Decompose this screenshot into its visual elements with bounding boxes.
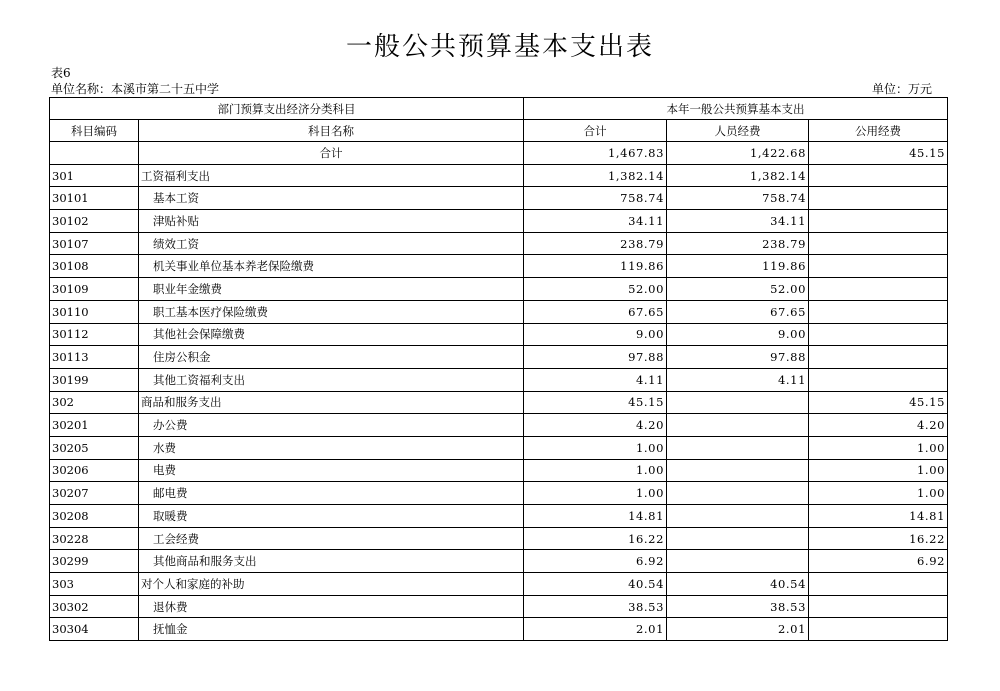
row-personnel: [667, 459, 809, 482]
row-name: 其他工资福利支出: [139, 368, 524, 391]
table-row: [50, 527, 948, 550]
row-total: 38.53: [524, 595, 667, 618]
table-row: [50, 164, 948, 187]
table-row: [50, 368, 948, 391]
row-name: 住房公积金: [139, 346, 524, 369]
row-name: 绩效工资: [139, 232, 524, 255]
row-total: 1.00: [524, 436, 667, 459]
header-group-left: 部门预算支出经济分类科目: [50, 98, 524, 120]
row-public: [809, 595, 948, 618]
row-name: 基本工资: [139, 187, 524, 210]
row-public: [809, 210, 948, 233]
table-row: [50, 300, 948, 323]
row-name: 对个人和家庭的补助: [139, 573, 524, 596]
row-public: 45.15: [809, 391, 948, 414]
row-public: [809, 300, 948, 323]
row-personnel: 2.01: [667, 618, 809, 641]
total-row-personnel: 1,422.68: [667, 142, 809, 165]
row-total: 119.86: [524, 255, 667, 278]
table-number: 表6: [51, 66, 71, 80]
row-total: 4.20: [524, 414, 667, 437]
row-personnel: 67.65: [667, 300, 809, 323]
table-row: [50, 618, 948, 641]
row-personnel: [667, 505, 809, 528]
row-code: 30299: [50, 550, 139, 573]
row-total: 45.15: [524, 391, 667, 414]
row-total: 1.00: [524, 459, 667, 482]
row-public: [809, 618, 948, 641]
row-code: 30304: [50, 618, 139, 641]
unit-label: 单位：万元: [872, 82, 933, 96]
row-personnel: 34.11: [667, 210, 809, 233]
row-total: 758.74: [524, 187, 667, 210]
row-code: 30109: [50, 278, 139, 301]
row-personnel: 97.88: [667, 346, 809, 369]
row-name: 工会经费: [139, 527, 524, 550]
header-total: 合计: [524, 120, 667, 142]
row-total: 52.00: [524, 278, 667, 301]
row-personnel: 238.79: [667, 232, 809, 255]
table-row: [50, 232, 948, 255]
row-name: 邮电费: [139, 482, 524, 505]
row-personnel: [667, 550, 809, 573]
row-code: 302: [50, 391, 139, 414]
header-row-group: [50, 98, 948, 120]
unit-name: 单位名称：本溪市第二十五中学: [51, 82, 220, 96]
table-row: [50, 505, 948, 528]
row-public: [809, 187, 948, 210]
row-name: 电费: [139, 459, 524, 482]
total-row-code: [50, 142, 139, 165]
budget-table: [49, 97, 948, 641]
table-row: [50, 482, 948, 505]
row-public: [809, 232, 948, 255]
row-code: 30113: [50, 346, 139, 369]
row-code: 30205: [50, 436, 139, 459]
row-name: 职业年金缴费: [139, 278, 524, 301]
header-code: 科目编码: [50, 120, 139, 142]
row-name: 职工基本医疗保险缴费: [139, 300, 524, 323]
row-public: 4.20: [809, 414, 948, 437]
row-personnel: 52.00: [667, 278, 809, 301]
row-total: 67.65: [524, 300, 667, 323]
row-public: [809, 278, 948, 301]
row-personnel: [667, 527, 809, 550]
table-row: [50, 573, 948, 596]
row-name: 商品和服务支出: [139, 391, 524, 414]
table-row: [50, 391, 948, 414]
row-personnel: 38.53: [667, 595, 809, 618]
row-code: 30208: [50, 505, 139, 528]
row-total: 16.22: [524, 527, 667, 550]
total-row-label: 合计: [139, 142, 524, 165]
header-personnel: 人员经费: [667, 120, 809, 142]
row-public: 16.22: [809, 527, 948, 550]
row-public: [809, 573, 948, 596]
row-personnel: 4.11: [667, 368, 809, 391]
row-name: 水费: [139, 436, 524, 459]
total-row: [50, 142, 948, 165]
row-personnel: 40.54: [667, 573, 809, 596]
row-code: 30112: [50, 323, 139, 346]
row-total: 1,382.14: [524, 164, 667, 187]
row-public: [809, 255, 948, 278]
table-row: [50, 323, 948, 346]
row-personnel: [667, 391, 809, 414]
row-personnel: [667, 436, 809, 459]
header-group-right: 本年一般公共预算基本支出: [524, 98, 948, 120]
table-row: [50, 414, 948, 437]
row-code: 30302: [50, 595, 139, 618]
row-code: 30201: [50, 414, 139, 437]
row-code: 30101: [50, 187, 139, 210]
row-code: 30102: [50, 210, 139, 233]
row-total: 97.88: [524, 346, 667, 369]
row-name: 办公费: [139, 414, 524, 437]
row-name: 取暖费: [139, 505, 524, 528]
header-public: 公用经费: [809, 120, 948, 142]
row-public: [809, 323, 948, 346]
row-public: 14.81: [809, 505, 948, 528]
row-personnel: 119.86: [667, 255, 809, 278]
total-row-total: 1,467.83: [524, 142, 667, 165]
header-row-columns: [50, 120, 948, 142]
row-total: 40.54: [524, 573, 667, 596]
row-personnel: 9.00: [667, 323, 809, 346]
row-code: 303: [50, 573, 139, 596]
row-name: 抚恤金: [139, 618, 524, 641]
header-name: 科目名称: [139, 120, 524, 142]
row-personnel: [667, 482, 809, 505]
row-personnel: 1,382.14: [667, 164, 809, 187]
row-name: 其他商品和服务支出: [139, 550, 524, 573]
row-total: 1.00: [524, 482, 667, 505]
row-total: 14.81: [524, 505, 667, 528]
row-name: 退休费: [139, 595, 524, 618]
row-total: 238.79: [524, 232, 667, 255]
row-code: 30108: [50, 255, 139, 278]
row-name: 工资福利支出: [139, 164, 524, 187]
row-code: 30110: [50, 300, 139, 323]
row-public: 1.00: [809, 482, 948, 505]
table-row: [50, 187, 948, 210]
table-row: [50, 595, 948, 618]
row-public: [809, 164, 948, 187]
table-row: [50, 346, 948, 369]
row-total: 6.92: [524, 550, 667, 573]
row-code: 30206: [50, 459, 139, 482]
row-public: 1.00: [809, 436, 948, 459]
table-row: [50, 550, 948, 573]
table-row: [50, 278, 948, 301]
row-code: 30107: [50, 232, 139, 255]
row-name: 津贴补贴: [139, 210, 524, 233]
row-code: 30207: [50, 482, 139, 505]
row-code: 30199: [50, 368, 139, 391]
row-total: 9.00: [524, 323, 667, 346]
row-personnel: 758.74: [667, 187, 809, 210]
page-title: 一般公共预算基本支出表: [345, 32, 654, 62]
row-public: [809, 368, 948, 391]
table-row: [50, 255, 948, 278]
row-public: 6.92: [809, 550, 948, 573]
row-code: 301: [50, 164, 139, 187]
row-public: 1.00: [809, 459, 948, 482]
table-row: [50, 436, 948, 459]
row-total: 2.01: [524, 618, 667, 641]
row-name: 其他社会保障缴费: [139, 323, 524, 346]
row-total: 4.11: [524, 368, 667, 391]
row-name: 机关事业单位基本养老保险缴费: [139, 255, 524, 278]
table-row: [50, 459, 948, 482]
row-total: 34.11: [524, 210, 667, 233]
row-personnel: [667, 414, 809, 437]
row-code: 30228: [50, 527, 139, 550]
row-public: [809, 346, 948, 369]
table-row: [50, 210, 948, 233]
total-row-public: 45.15: [809, 142, 948, 165]
